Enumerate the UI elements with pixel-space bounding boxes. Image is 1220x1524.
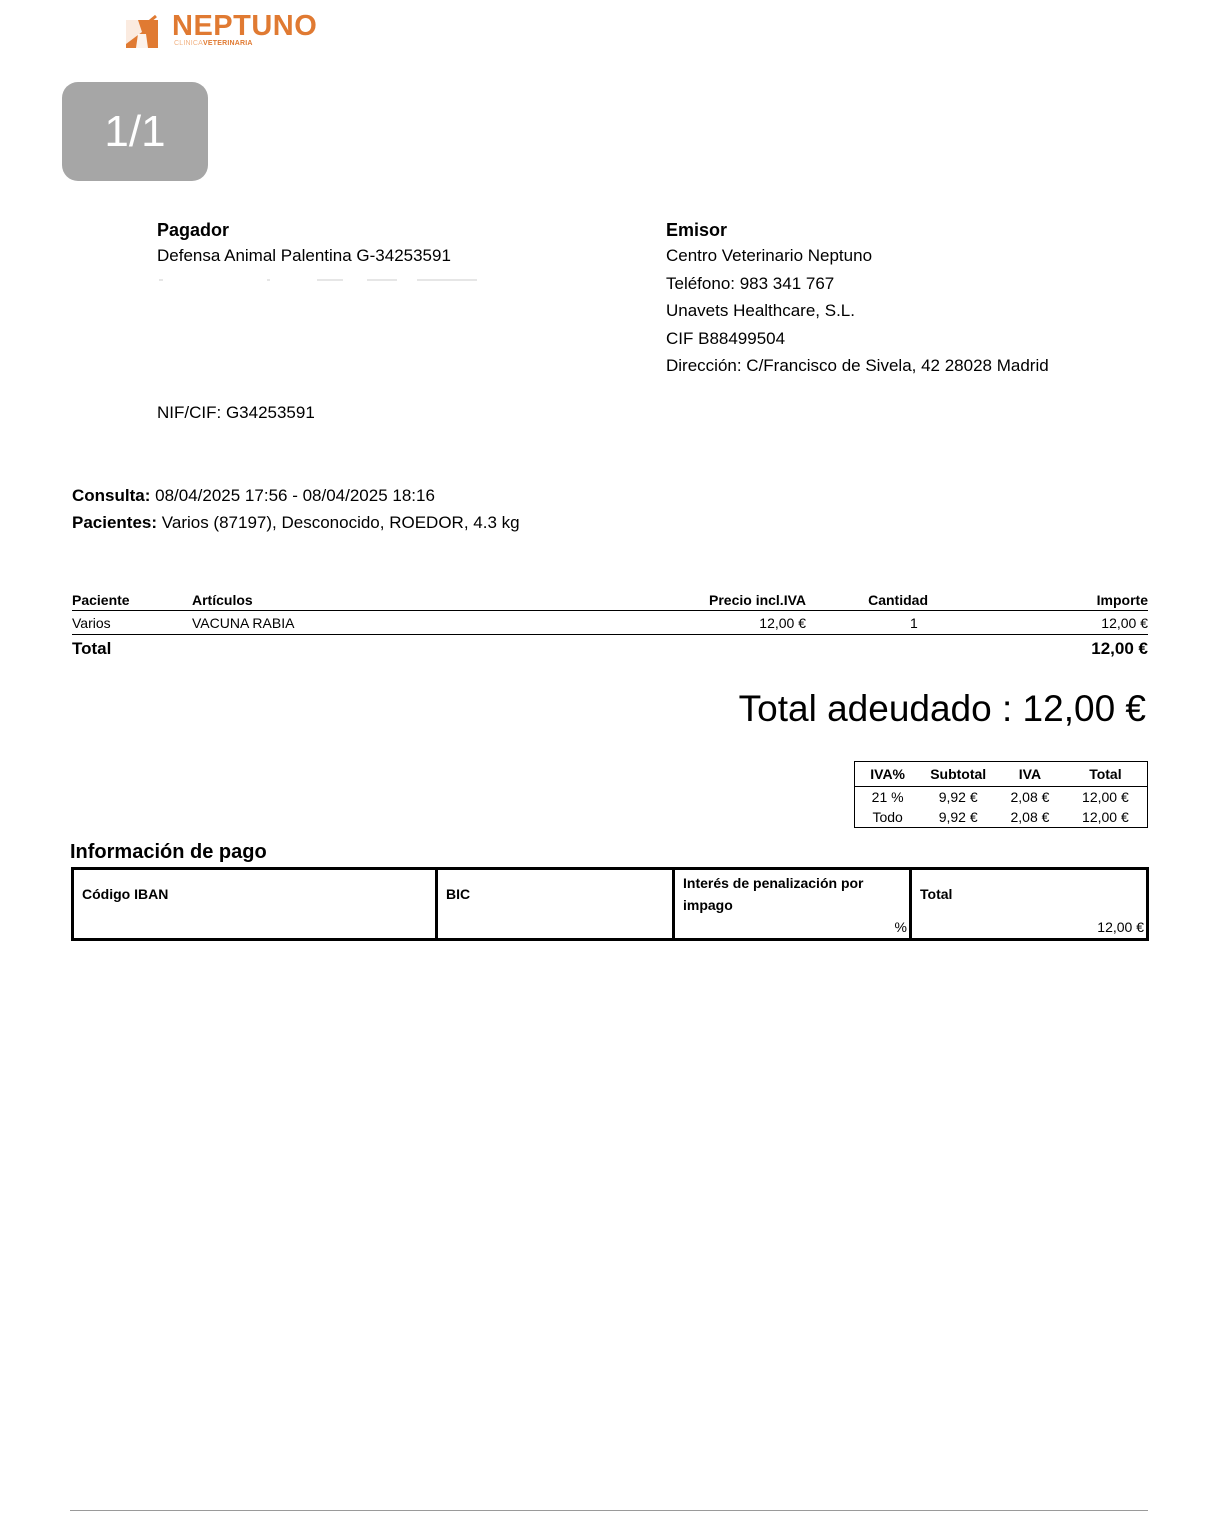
vat-cell-rate: Todo	[872, 809, 903, 825]
vat-cell-total: 12,00 €	[1082, 789, 1129, 805]
issuer-phone: Teléfono: 983 341 767	[666, 273, 835, 293]
vat-cell-subtotal: 9,92 €	[938, 809, 978, 825]
logo-name: NEPTUNO	[172, 10, 318, 42]
patients-label: Pacientes:	[72, 513, 158, 532]
iban-cell	[74, 870, 438, 938]
header-quantity: Cantidad	[806, 588, 928, 611]
vat-header-subtotal: Subtotal	[920, 762, 996, 787]
consultation-row	[72, 482, 520, 509]
vat-header-total: Total	[1064, 762, 1148, 787]
lighthouse-logo-icon	[124, 14, 160, 50]
items-header-row	[72, 588, 1148, 611]
items-total-row	[72, 635, 1148, 662]
consultation-block	[72, 482, 520, 536]
header-amount: Importe	[928, 588, 1148, 611]
total-due: Total adeudado : 12,00 €	[738, 688, 1146, 729]
table-row	[72, 611, 1148, 635]
issuer-legal-name: Unavets Healthcare, S.L.	[666, 301, 855, 320]
vat-cell-total: 12,00 €	[1082, 809, 1129, 825]
consultation-label: Consulta:	[72, 486, 151, 505]
table-row	[855, 807, 1148, 828]
consultation-value: 08/04/2025 17:56 - 08/04/2025 18:16	[155, 486, 435, 505]
logo-subtitle-light: CLINICA	[174, 40, 204, 47]
iban-label: Código IBAN	[82, 886, 169, 902]
payment-info-table	[71, 867, 1149, 941]
header-price: Precio incl.IVA	[612, 588, 806, 611]
logo-subtitle	[174, 40, 253, 47]
issuer-address: Dirección: C/Francisco de Sivela, 42 28028 Madrid	[666, 356, 1049, 375]
vat-cell-vat: 2,08 €	[1010, 809, 1050, 825]
logo-subtitle-bold: VETERINARIA	[203, 40, 253, 47]
issuer-company: Centro Veterinario Neptuno	[666, 246, 873, 265]
cell-patient: Varios	[72, 611, 192, 635]
items-total-label: Total	[72, 639, 112, 658]
payer-name: Defensa Animal Palentina G-34253591	[157, 246, 451, 265]
vat-header-row	[855, 762, 1148, 787]
redacted-address	[157, 276, 481, 286]
items-table	[72, 588, 1148, 661]
issuer-title: Emisor	[666, 220, 728, 240]
cell-quantity-value: 1	[910, 614, 918, 631]
footer-divider	[70, 1510, 1148, 1511]
bic-cell	[438, 870, 675, 938]
clinic-logo	[124, 10, 324, 54]
bic-label: BIC	[446, 886, 471, 902]
interest-label: Interés de penalización por impago	[683, 875, 864, 913]
vat-header-rate: IVA%	[855, 762, 921, 787]
payment-info-title: Información de pago	[70, 841, 267, 863]
cell-price: 12,00 €	[612, 611, 806, 635]
page-indicator-badge: 1/1	[62, 82, 208, 181]
interest-value: %	[894, 919, 907, 935]
patients-value: Varios (87197), Desconocido, ROEDOR, 4.3 kg	[161, 513, 520, 532]
vat-header-vat: IVA	[996, 762, 1064, 787]
payment-total-cell	[912, 870, 1146, 938]
cell-quantity	[806, 611, 928, 635]
issuer-block	[666, 218, 1166, 380]
payer-block	[157, 218, 597, 286]
table-row	[855, 787, 1148, 808]
cell-amount: 12,00 €	[928, 611, 1148, 635]
items-total-value: 12,00 €	[1091, 639, 1148, 658]
payer-nif: NIF/CIF: G34253591	[157, 403, 315, 422]
header-articles: Artículos	[192, 588, 612, 611]
payment-total-value: 12,00 €	[1097, 919, 1144, 935]
header-patient: Paciente	[72, 588, 192, 611]
vat-cell-subtotal: 9,92 €	[938, 789, 978, 805]
patients-row	[72, 509, 520, 536]
vat-summary-table	[854, 761, 1148, 828]
payment-total-label: Total	[920, 886, 953, 902]
cell-article: VACUNA RABIA	[192, 611, 612, 635]
vat-cell-vat: 2,08 €	[1010, 789, 1050, 805]
vat-cell-rate: 21 %	[871, 789, 904, 805]
payer-title: Pagador	[157, 220, 230, 240]
issuer-cif: CIF B88499504	[666, 328, 786, 348]
interest-cell	[675, 870, 912, 938]
